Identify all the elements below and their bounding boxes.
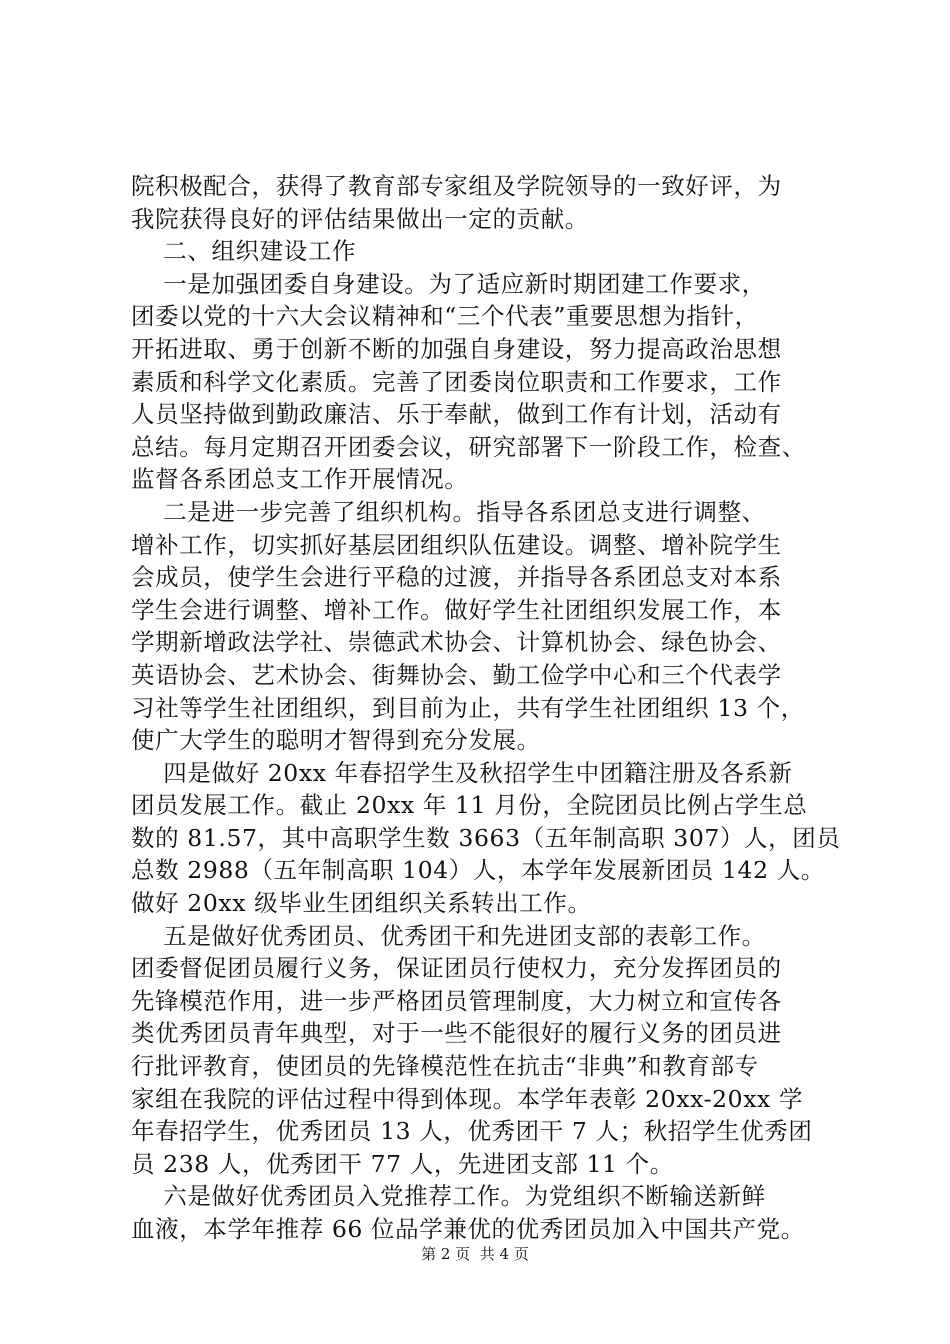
text-line: 一是加强团委自身建设。为了适应新时期团建工作要求， (131, 269, 766, 298)
text-line: 素质和科学文化素质。完善了团委岗位职责和工作要求，工作 (131, 367, 782, 396)
text-line: 年春招学生，优秀团员 13 人，优秀团干 7 人；秋招学生优秀团 (131, 1117, 813, 1146)
text-line: 总数 2988（五年制高职 104）人，本学年发展新团员 142 人。 (131, 856, 825, 885)
text-line: 学生会进行调整、增补工作。做好学生社团组织发展工作，本 (131, 595, 782, 624)
text-line: 团员发展工作。截止 20xx 年 11 月份，全院团员比例占学生总 (131, 791, 808, 820)
text-line: 二是进一步完善了组织机构。指导各系团总支进行调整、 (131, 497, 766, 526)
text-line: 人员坚持做到勤政廉洁、乐于奉献，做到工作有计划，活动有 (131, 400, 782, 429)
section-heading: 二、组织建设工作 (131, 237, 357, 266)
text-line: 六是做好优秀团员入党推荐工作。为党组织不断输送新鲜 (131, 1182, 766, 1211)
text-line: 院积极配合，获得了教育部专家组及学院领导的一致好评，为 (131, 172, 782, 200)
text-line: 员 238 人，优秀团干 77 人，先进团支部 11 个。 (131, 1149, 674, 1178)
text-line: 四是做好 20xx 年春招学生及秋招学生中团籍注册及各系新 (131, 758, 793, 787)
text-line: 总结。每月定期召开团委会议，研究部署下一阶段工作，检查、 (131, 432, 806, 461)
text-line: 使广大学生的聪明才智得到充分发展。 (131, 726, 541, 755)
text-line: 增补工作，切实抓好基层团组织队伍建设。调整、增补院学生 (131, 530, 782, 559)
text-line: 类优秀团员青年典型，对于一些不能很好的履行义务的团员进 (131, 1019, 782, 1048)
document-body (131, 170, 841, 1246)
text-line: 开拓进取、勇于创新不断的加强自身建设，努力提高政治思想 (131, 334, 782, 363)
text-line: 团委以党的十六大会议精神和“三个代表”重要思想为指针， (131, 302, 759, 331)
text-line: 学期新增政法学社、崇德武术协会、计算机协会、绿色协会、 (131, 628, 782, 657)
text-line: 习社等学生社团组织，到目前为止，共有学生社团组织 13 个， (131, 693, 805, 722)
text-line: 家组在我院的评估过程中得到体现。本学年表彰 20xx-20xx 学 (131, 1084, 804, 1113)
text-line: 行批评教育，使团员的先锋模范性在抗击“非典”和教育部专 (131, 1052, 759, 1081)
text-line: 会成员，使学生会进行平稳的过渡，并指导各系团总支对本系 (131, 563, 782, 592)
text-line: 团委督促团员履行义务，保证团员行使权力，充分发挥团员的 (131, 954, 782, 983)
text-line: 数的 81.57，其中高职学生数 3663（五年制高职 307）人，团员 (131, 823, 841, 852)
text-line: 监督各系团总支工作开展情况。 (131, 465, 469, 494)
text-line: 血液，本学年推荐 66 位品学兼优的优秀团员加入中国共产党。 (131, 1215, 805, 1243)
page-footer: 第 2 页 共 4 页 (421, 1245, 529, 1263)
text-line: 先锋模范作用，进一步严格团员管理制度，大力树立和宣传各 (131, 986, 782, 1015)
text-line: 英语协会、艺术协会、街舞协会、勤工俭学中心和三个代表学 (131, 660, 782, 689)
text-line: 做好 20xx 级毕业生团组织关系转出工作。 (131, 889, 592, 918)
text-line: 五是做好优秀团员、优秀团干和先进团支部的表彰工作。 (131, 921, 766, 950)
text-line: 我院获得良好的评估结果做出一定的贡献。 (131, 204, 589, 233)
